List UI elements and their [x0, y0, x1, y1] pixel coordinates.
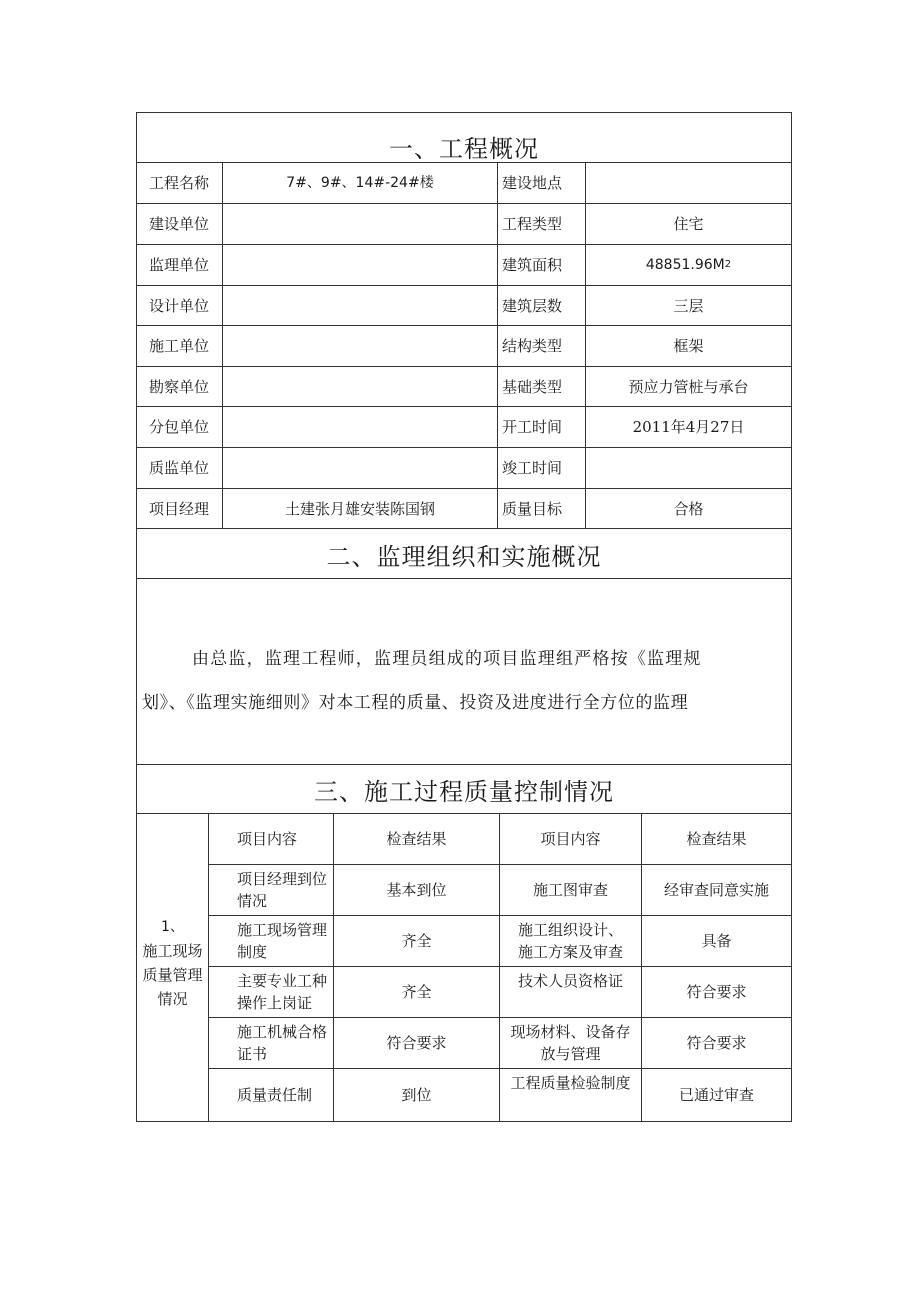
- check-item-left: [209, 865, 333, 915]
- value-survey: [223, 367, 497, 406]
- header-item-left: 项目内容: [237, 830, 298, 848]
- check-item-left-line2: 情况: [237, 892, 268, 910]
- group-label: [137, 900, 208, 1025]
- section3-title: 三、施工过程质量控制情况: [314, 777, 614, 806]
- group-label-line3: 情况: [157, 989, 188, 1008]
- label-location: 建设地点: [502, 174, 563, 192]
- divider: [136, 764, 792, 765]
- label-project-type: 工程类型: [502, 215, 563, 233]
- label-quality-target: 质量目标: [502, 499, 563, 518]
- check-item-right-line1: 现场材料、设备存: [510, 1023, 631, 1041]
- value-subcontractor: [223, 407, 497, 447]
- label-quality-supervision: 质监单位: [149, 459, 210, 477]
- check-item-left-line1: 主要专业工种: [237, 972, 328, 990]
- value-supervisor: [223, 245, 497, 285]
- value-foundation: 预应力管桩与承台: [628, 377, 749, 396]
- value-contractor: [223, 326, 497, 366]
- divider: [136, 578, 792, 579]
- check-item-right: [500, 1018, 641, 1068]
- value-designer: [223, 286, 497, 325]
- check-result-right: 已通过审查: [678, 1086, 754, 1104]
- label-completion-date: 竣工时间: [502, 459, 563, 477]
- label-designer: 设计单位: [149, 296, 210, 315]
- check-result-right: 具备: [701, 932, 732, 950]
- check-item-left-line2: 证书: [237, 1045, 268, 1063]
- check-item-left: [209, 916, 333, 966]
- check-result-left: 到位: [401, 1086, 432, 1104]
- check-item-left-line1: 施工机械合格: [237, 1023, 328, 1041]
- value-floors: 三层: [673, 296, 704, 315]
- check-result-right: 经审查同意实施: [663, 881, 769, 899]
- label-structure: 结构类型: [502, 337, 563, 355]
- value-floor-area: [586, 245, 791, 285]
- check-item-left: [209, 967, 333, 1017]
- value-project-manager: 土建张月雄安装陈国钢: [284, 499, 435, 518]
- header-result-left: 检查结果: [386, 830, 447, 848]
- group-label-line2: 质量管理: [142, 965, 203, 984]
- label-project-name: 工程名称: [149, 174, 210, 192]
- section1-title: 一、工程概况: [389, 134, 539, 163]
- group-number: 1、: [161, 918, 184, 935]
- value-structure: 框架: [673, 337, 704, 355]
- value-quality-target: 合格: [673, 499, 704, 518]
- label-floor-area: 建筑面积: [502, 256, 563, 274]
- floor-area-number: 48851.96M: [645, 257, 725, 273]
- check-item-right: 施工图审查: [532, 881, 608, 899]
- check-item-left-line2: 操作上岗证: [237, 994, 313, 1012]
- floor-area-unit-sup: 2: [724, 259, 732, 270]
- label-foundation: 基础类型: [502, 377, 563, 396]
- check-item-right: 技术人员资格证: [517, 972, 623, 990]
- check-result-left: 基本到位: [386, 881, 447, 899]
- value-project-name: 7#、9#、14#-24#楼: [286, 175, 434, 191]
- value-project-type: 住宅: [673, 215, 704, 233]
- value-developer: [223, 204, 497, 244]
- section2-title: 二、监理组织和实施概况: [326, 542, 602, 571]
- label-supervisor: 监理单位: [149, 256, 210, 274]
- value-completion-date: [586, 448, 791, 488]
- check-item-left-line2: 制度: [237, 943, 268, 961]
- check-item-left-line1: 施工现场管理: [237, 921, 328, 939]
- section2-paragraph-line1: 由总监，监理工程师，监理员组成的项目监理组严格按《监理规: [192, 649, 702, 669]
- group-label-line1: 施工现场: [142, 941, 203, 960]
- header-item-right: 项目内容: [540, 830, 601, 848]
- check-item-right-line1: 施工组织设计、: [517, 921, 623, 939]
- label-subcontractor: 分包单位: [149, 418, 210, 436]
- check-item-right-line2: 放与管理: [540, 1045, 601, 1063]
- header-result-right: 检查结果: [686, 830, 747, 848]
- label-floors: 建筑层数: [502, 296, 563, 315]
- value-quality-supervision: [223, 448, 497, 488]
- section2-paragraph-line2: 划》、《监理实施细则》对本工程的质量、投资及进度进行全方位的监理: [142, 693, 689, 713]
- check-result-right: 符合要求: [686, 983, 747, 1001]
- value-start-date: 2011年4月27日: [632, 418, 745, 436]
- check-result-left: 符合要求: [386, 1034, 447, 1052]
- label-survey: 勘察单位: [149, 377, 210, 396]
- check-result-right: 符合要求: [686, 1034, 747, 1052]
- check-item-right-line2: 施工方案及审查: [517, 943, 623, 961]
- label-project-manager: 项目经理: [149, 499, 210, 518]
- check-item-left: [209, 1018, 333, 1068]
- check-item-left-line1: 项目经理到位: [237, 870, 328, 888]
- check-item-right: [500, 916, 641, 966]
- value-location: [586, 163, 791, 203]
- check-item-right: 工程质量检验制度: [510, 1074, 631, 1092]
- check-item-left: 质量责任制: [237, 1086, 313, 1104]
- label-developer: 建设单位: [149, 215, 210, 233]
- label-contractor: 施工单位: [149, 337, 210, 355]
- check-result-left: 齐全: [401, 932, 432, 950]
- label-start-date: 开工时间: [502, 418, 563, 436]
- divider: [136, 528, 792, 529]
- check-result-left: 齐全: [401, 983, 432, 1001]
